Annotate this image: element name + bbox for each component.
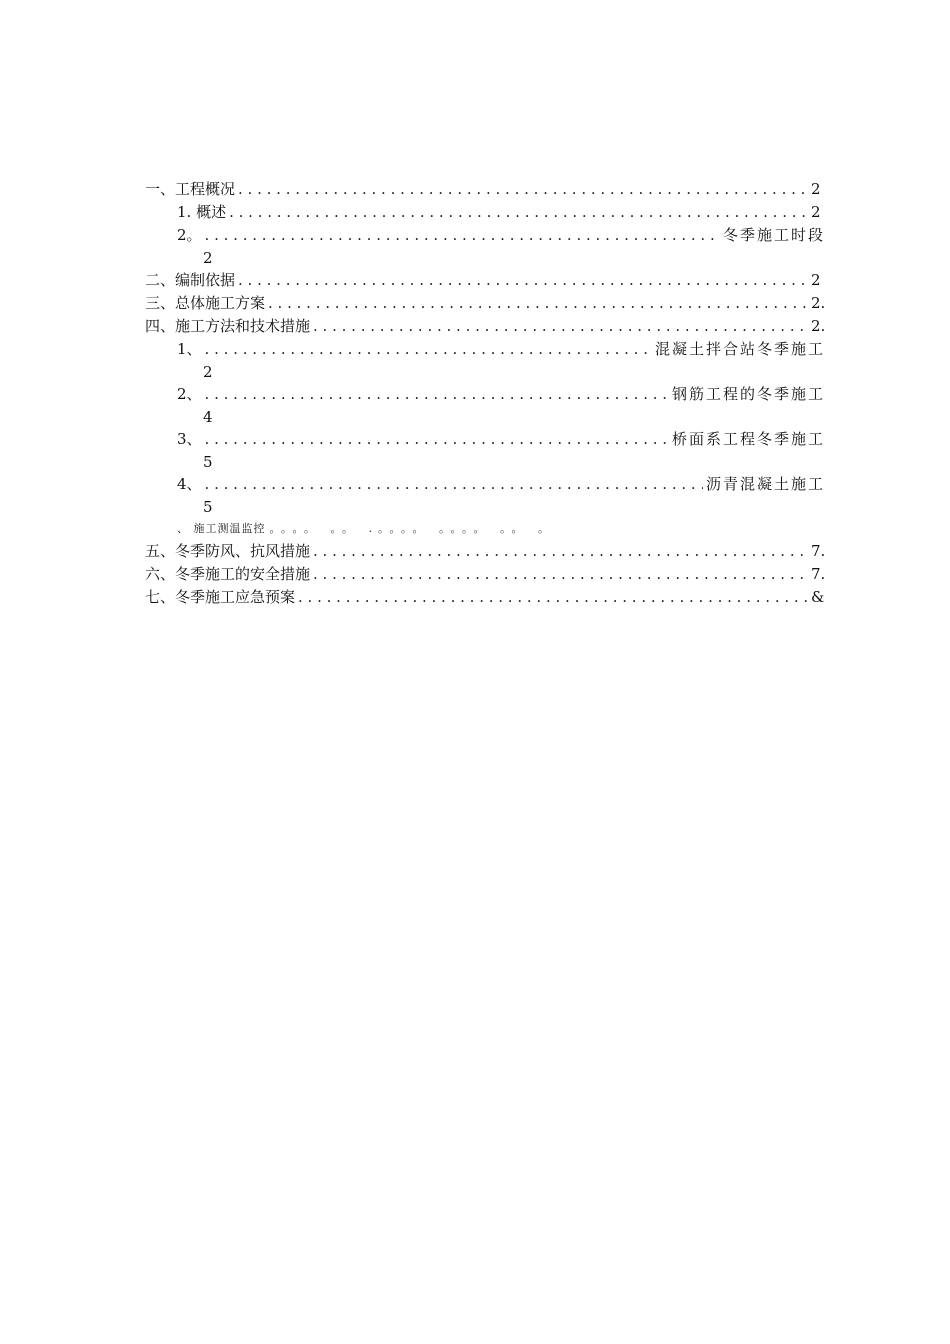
toc-title: 钢筋工程的冬季施工 (671, 385, 825, 403)
dot-leader (229, 201, 808, 224)
dot-leader (238, 178, 808, 201)
toc-entry-4[interactable] (145, 315, 825, 338)
toc-entry-1-1[interactable] (145, 201, 825, 224)
dot-leader (313, 540, 808, 563)
toc-label: 2、 (177, 385, 202, 403)
toc-label: 七、冬季施工应急预案 (145, 588, 296, 606)
toc-page-number: 7. (811, 565, 826, 583)
toc-page-number: 2. (811, 317, 826, 335)
toc-entry-4-1[interactable] (145, 338, 825, 361)
toc-page-number: 2 (811, 180, 821, 198)
toc-label: 1. 概述 (177, 203, 227, 221)
dot-leader (313, 315, 808, 338)
dot-leader (205, 224, 720, 247)
toc-label: 三、总体施工方案 (145, 294, 266, 312)
toc-page-number: 2 (203, 363, 213, 381)
toc-title: 冬季施工时段 (722, 226, 825, 244)
toc-page-number: 5 (203, 498, 213, 516)
toc-label: 五、冬季防风、抗风措施 (145, 542, 311, 560)
dot-leader (205, 338, 652, 361)
toc-title: 桥面系工程冬季施工 (671, 430, 825, 448)
toc-page-number: & (811, 588, 825, 606)
toc-label: 1、 (177, 340, 202, 358)
toc-page-number: 2 (811, 203, 821, 221)
toc-title: 沥青混凝土施工 (705, 475, 825, 493)
dot-leader (268, 292, 808, 315)
toc-label: 2。 (177, 226, 202, 244)
dot-leader (313, 563, 808, 586)
toc-entry-4-2[interactable] (145, 383, 825, 406)
toc-prefix: 、 (177, 522, 189, 535)
toc-page-number: 2 (203, 249, 213, 267)
toc-label: 四、施工方法和技术措施 (145, 317, 311, 335)
dot-leader (205, 473, 703, 496)
table-of-contents (145, 178, 825, 609)
toc-title: 施工测温监控 (193, 522, 266, 535)
toc-title: 混凝土拌合站冬季施工 (654, 340, 825, 358)
toc-label: 3、 (177, 430, 202, 448)
toc-entry-3[interactable] (145, 292, 825, 315)
dot-leader (205, 428, 669, 451)
toc-entry-2[interactable] (145, 269, 825, 292)
toc-entry-5[interactable] (145, 540, 825, 563)
dot-leader (298, 586, 808, 609)
toc-entry-1[interactable] (145, 178, 825, 201)
toc-label: 六、冬季施工的安全措施 (145, 565, 311, 583)
toc-entry-7[interactable] (145, 586, 825, 609)
dot-leader (238, 269, 808, 292)
toc-label: 二、编制依据 (145, 271, 236, 289)
toc-page-number: 2 (811, 271, 821, 289)
toc-entry-4-4[interactable] (145, 473, 825, 496)
toc-entry-6[interactable] (145, 563, 825, 586)
toc-page-number: 5 (203, 453, 213, 471)
toc-label: 一、工程概况 (145, 180, 236, 198)
toc-page-number: 2. (811, 294, 826, 312)
toc-page-number: 7. (811, 542, 826, 560)
toc-entry-4-5[interactable] (145, 518, 825, 540)
dot-leader (205, 383, 669, 406)
dot-leader: 。。。。 。。 .。。。。 。。。。 。。 。 (269, 522, 555, 535)
toc-entry-4-3[interactable] (145, 428, 825, 451)
toc-label: 4、 (177, 475, 202, 493)
toc-page-number: 4 (203, 408, 213, 426)
toc-entry-1-2[interactable] (145, 224, 825, 247)
